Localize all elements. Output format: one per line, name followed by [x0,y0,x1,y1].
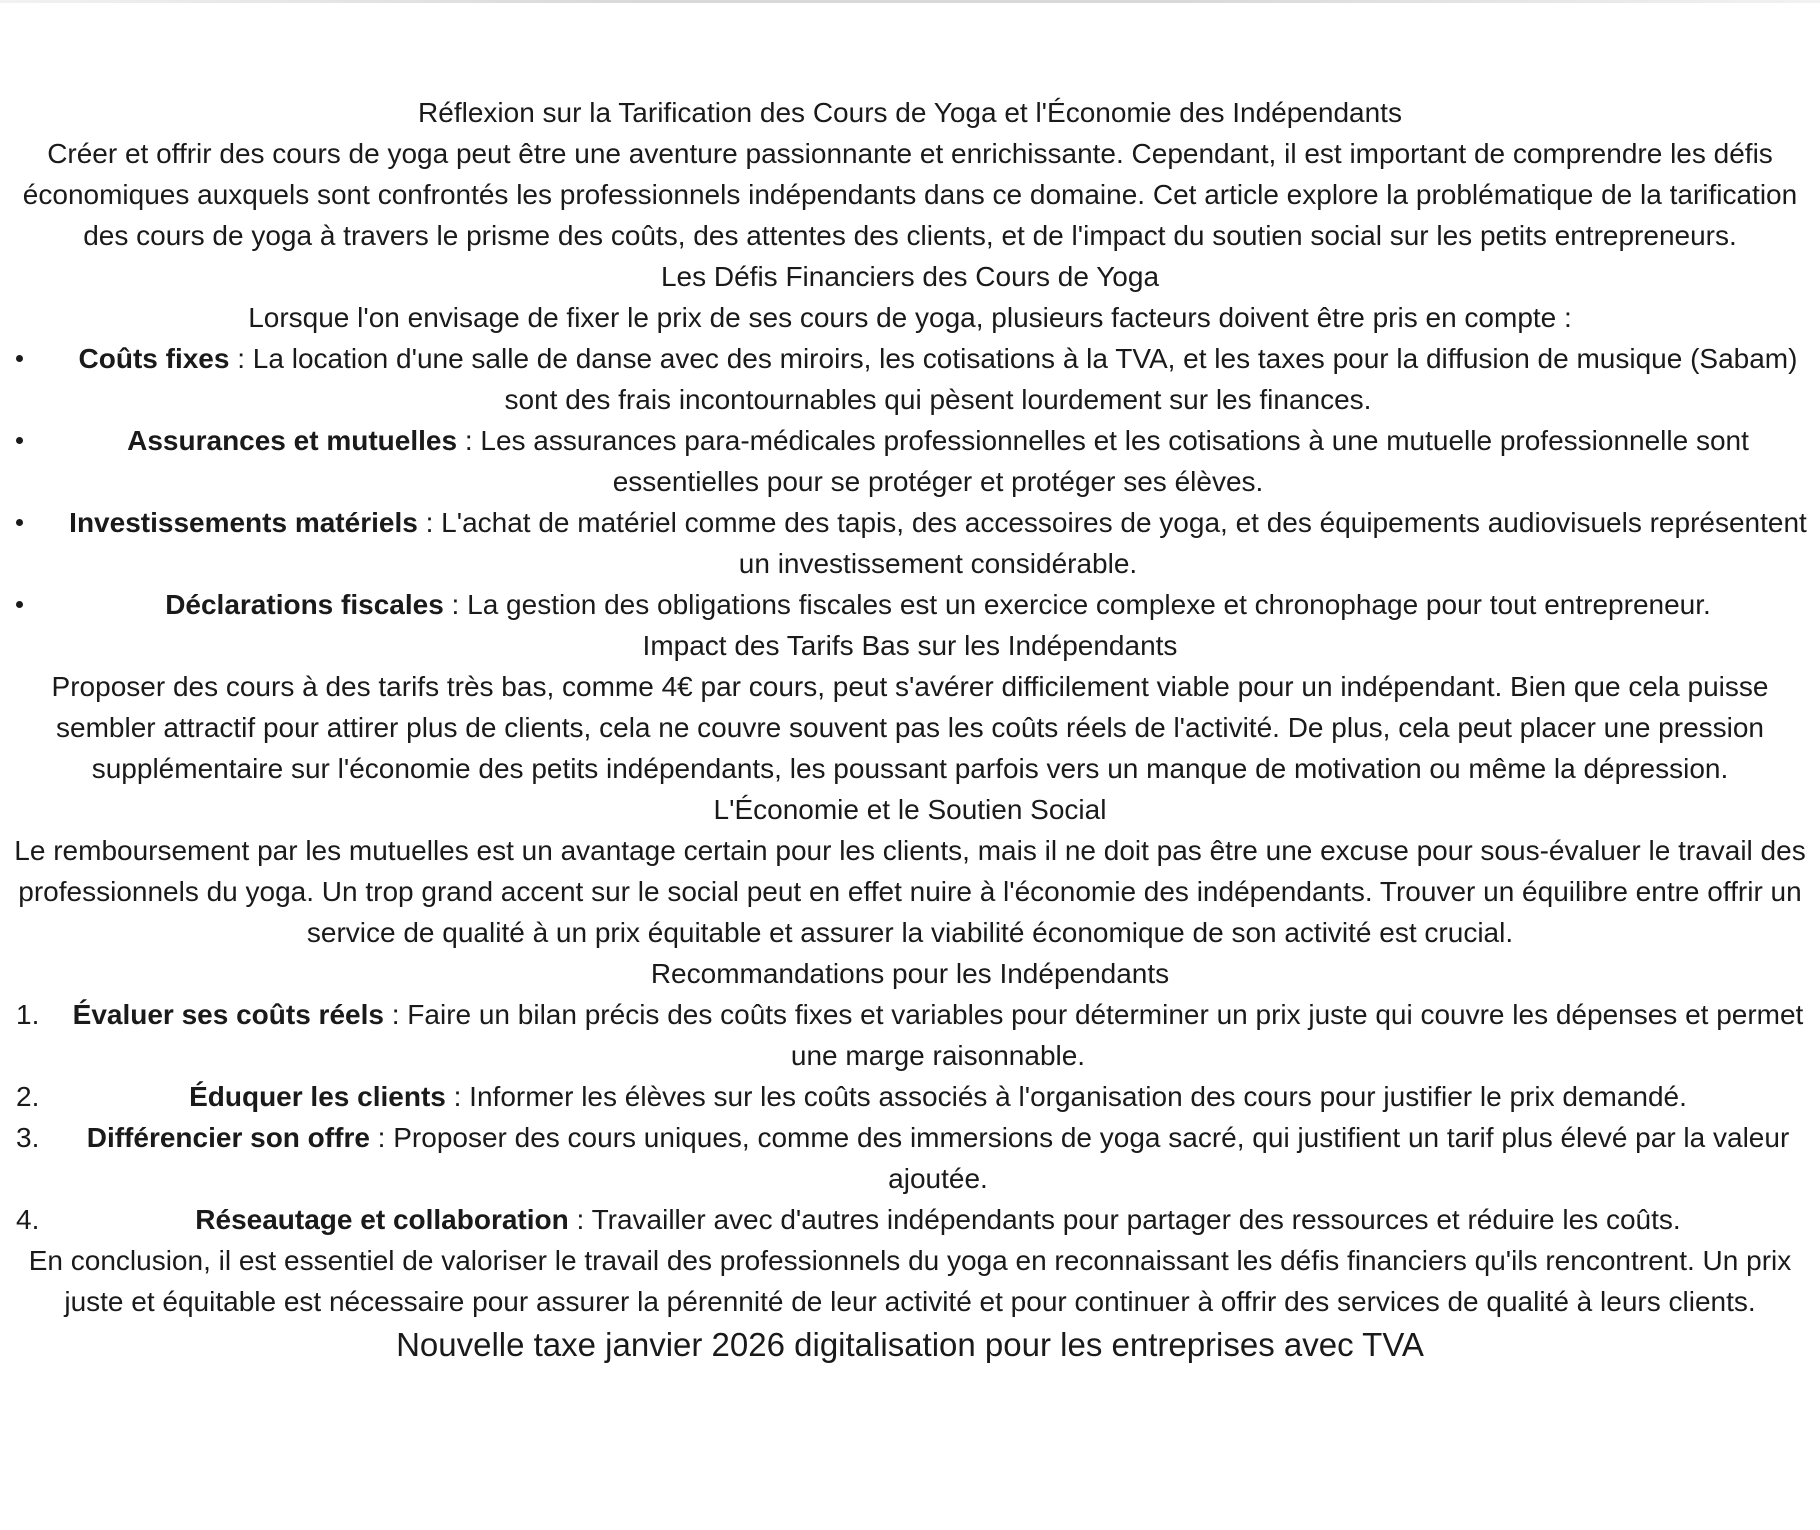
list-item-text: : Faire un bilan précis des coûts fixes et variables pour déterminer un prix juste qui couvre les dépenses et permet une marge raisonnable. [383,999,1804,1071]
list-item [0,1117,1820,1199]
section-lead: Lorsque l'on envisage de fixer le prix de ses cours de yoga, plusieurs facteurs doivent être pris en compte : [248,302,1572,333]
next-article-link[interactable]: Nouvelle taxe janvier 2026 digitalisation pour les entreprises avec TVA [396,1326,1424,1363]
list-item-text: : Proposer des cours uniques, comme des immersions de yoga sacré, qui justifient un tarif plus élevé par la valeur ajoutée. [369,1122,1790,1194]
intro-paragraph: Créer et offrir des cours de yoga peut être une aventure passionnante et enrichissante. Cependant, il est important de comprendre les défis économiques auxquels sont confrontés les professionnels indépendants dans ce domaine. Cet article explore la problématique de la tarification des cours de yoga à travers le prisme des coûts, des attentes des clients, et de l'impact du soutien social sur les petits entrepreneurs. [22,138,1798,251]
section-paragraph: Le remboursement par les mutuelles est un avantage certain pour les clients, mais il ne doit pas être une excuse pour sous-évaluer le travail des professionnels du yoga. Un trop grand accent sur le social peut en effet nuire à l'économie des indépendants. Trouver un équilibre entre offrir un service de qualité à un prix équitable et assurer la viabilité économique de son activité est crucial. [14,835,1806,948]
section-paragraph: Proposer des cours à des tarifs très bas, comme 4€ par cours, peut s'avérer difficilement viable pour un indépendant. Bien que cela puisse sembler attractif pour attirer plus de clients, cela ne couvre souvent pas les coûts réels de l'activité. De plus, cela peut placer une pression supplémentaire sur l'économie des petits indépendants, les poussant parfois vers un manque de motivation ou même la dépression. [51,671,1769,784]
article-body [0,92,1820,1366]
conclusion-paragraph: En conclusion, il est essentiel de valoriser le travail des professionnels du yoga en reconnaissant les défis financiers qu'ils rencontrent. Un prix juste et équitable est nécessaire pour assurer la pérennité de leur activité et pour continuer à offrir des services de qualité à leurs clients. [28,1245,1792,1317]
bullet-icon [16,437,23,444]
list-item [0,502,1820,584]
section-heading-low-prices: Impact des Tarifs Bas sur les Indépendants [642,630,1178,661]
list-item-term: Coûts fixes [78,343,230,374]
section-heading-recommendations: Recommandations pour les Indépendants [650,958,1170,989]
list-item-term: Réseautage et collaboration [195,1204,569,1235]
list-item-term: Évaluer ses coûts réels [72,999,384,1030]
top-divider [0,0,1820,3]
list-item-text: : La gestion des obligations fiscales est un exercice complexe et chronophage pour tout entrepreneur. [443,589,1711,620]
list-item [0,994,1820,1076]
section-heading-financial-challenges: Les Défis Financiers des Cours de Yoga [660,261,1160,292]
list-item [0,420,1820,502]
list-item-text: : Informer les élèves sur les coûts associés à l'organisation des cours pour justifier le prix demandé. [445,1081,1687,1112]
bullet-icon [16,519,23,526]
list-item-term: Assurances et mutuelles [127,425,458,456]
list-number: 4. [16,1204,40,1235]
list-item [0,1076,1820,1117]
list-item [0,584,1820,625]
list-item-text: : La location d'une salle de danse avec des miroirs, les cotisations à la TVA, et les taxes pour la diffusion de musique (Sabam) sont des frais incontournables qui pèsent lourdement sur les finances. [229,343,1798,415]
article-title: Réflexion sur la Tarification des Cours de Yoga et l'Économie des Indépendants [418,97,1402,128]
bullet-icon [16,355,23,362]
list-number: 1. [16,999,40,1030]
list-item-term: Investissements matériels [69,507,418,538]
list-number: 2. [16,1081,40,1112]
list-item-text: : L'achat de matériel comme des tapis, des accessoires de yoga, et des équipements audiovisuels représentent un investissement considérable. [417,507,1807,579]
list-item [0,1199,1820,1240]
list-item-text: : Les assurances para-médicales professionnelles et les cotisations à une mutuelle professionnelle sont essentielles pour se protéger et protéger ses élèves. [457,425,1749,497]
section-heading-social-support: L'Économie et le Soutien Social [713,794,1107,825]
list-item [0,338,1820,420]
list-item-term: Différencier son offre [86,1122,370,1153]
recommendations-list [0,994,1820,1240]
list-item-term: Éduquer les clients [189,1081,446,1112]
cost-factors-list [0,338,1820,625]
list-number: 3. [16,1122,40,1153]
list-item-text: : Travailler avec d'autres indépendants pour partager des ressources et réduire les coûts. [568,1204,1681,1235]
bullet-icon [16,601,23,608]
list-item-term: Déclarations fiscales [165,589,444,620]
